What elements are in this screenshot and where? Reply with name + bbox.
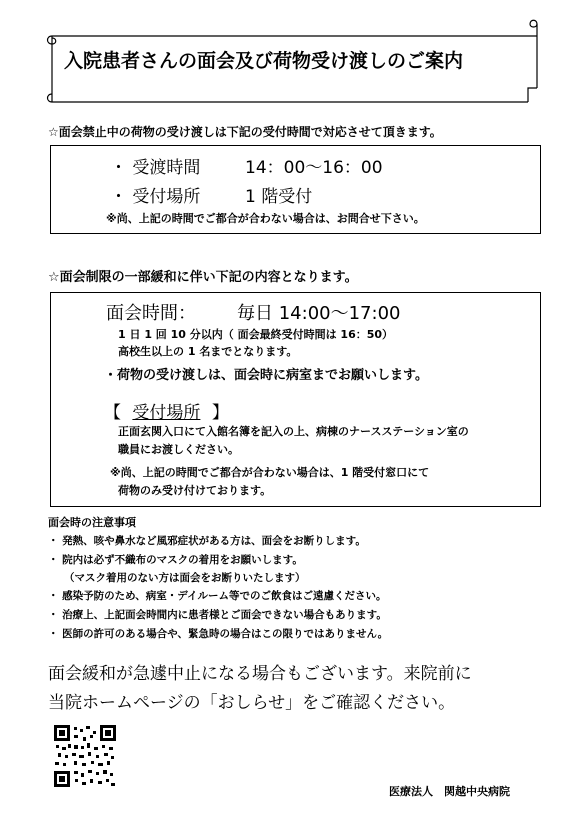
section2-heading: ☆面会制限の一部緩和に伴い下記の内容となります。 <box>48 270 358 285</box>
page-title: 入院患者さんの面会及び荷物受け渡しのご案内 <box>64 50 464 72</box>
footer-message-2: 当院ホームページの「おしらせ」をご確認ください。 <box>48 693 456 713</box>
reception-text-2: 職員にお渡しください。 <box>118 443 239 456</box>
organization-name: 医療法人 関越中央病院 <box>389 785 510 798</box>
notes-item: ・ 医師の許可のある場合や、緊急時の場合はこの限りではありません。 <box>48 628 389 640</box>
reception-text-1: 正面玄関入口にて入館名簿を記入の上、病棟のナースステーション室の <box>118 425 469 438</box>
reception-heading <box>104 398 229 423</box>
notes-item: ・ 感染予防のため、病室・デイルーム等でのご飲食はご遠慮ください。 <box>48 590 387 602</box>
notes-item: ・ 治療上、上記面会時間内に患者様とご面会できない場合もあります。 <box>48 609 387 621</box>
footer-message-1: 面会緩和が急遽中止になる場合もございます。来院前に <box>48 664 472 684</box>
notes-item: ・ 発熱、咳や鼻水など風邪症状がある方は、面会をお断りします。 <box>48 535 366 547</box>
reception-title: 受付場所 <box>132 403 201 423</box>
visit-time-label: 面会時間： <box>106 303 196 324</box>
qr-code-icon <box>54 725 116 787</box>
reception-bracket-open: 【 <box>104 403 121 423</box>
notes-item: （マスク着用のない方は面会をお断りいたします） <box>64 572 306 584</box>
visit-time-value: 毎日 14:00～17:00 <box>237 303 401 324</box>
notes-item: ・ 院内は必ず不織布のマスクの着用をお願いします。 <box>48 554 303 566</box>
luggage-line: ・荷物の受け渡しは、面会時に病室までお願いします。 <box>104 368 428 383</box>
section1-place-label: ・ 受付場所 <box>110 187 201 207</box>
reception-note-1: ※尚、上記の時間でご都合が合わない場合は、1 階受付窓口にて <box>110 466 430 479</box>
section1-heading: ☆面会禁止中の荷物の受け渡しは下記の受付時間で対応させて頂きます。 <box>48 125 442 139</box>
reception-bracket-close: 】 <box>211 403 229 423</box>
visit-detail-1: 1 日 1 回 10 分以内（ 面会最終受付時間は 16：50） <box>118 328 394 341</box>
section1-place-value: 1 階受付 <box>245 187 313 207</box>
reception-note-2: 荷物のみ受け付けております。 <box>118 484 272 497</box>
section1-time-label: ・ 受渡時間 <box>110 158 201 178</box>
visit-detail-2: 高校生以上の 1 名までとなります。 <box>118 345 298 358</box>
notes-heading: 面会時の注意事項 <box>48 516 136 529</box>
section1-note: ※尚、上記の時間でご都合が合わない場合は、お問合せ下さい。 <box>106 212 425 225</box>
section1-time-value: 14：00～16：00 <box>245 158 383 178</box>
